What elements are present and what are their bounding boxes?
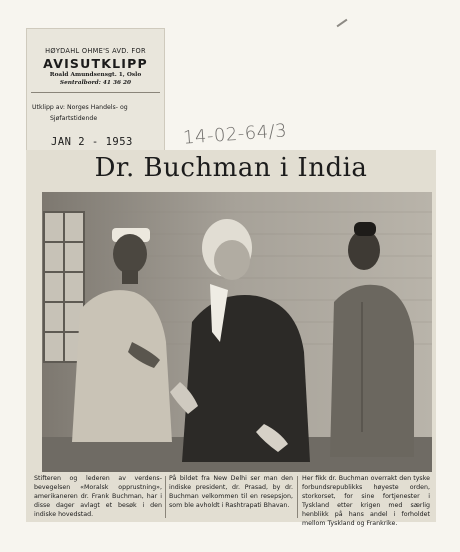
source-newspaper bbox=[32, 102, 162, 124]
label-divider bbox=[31, 92, 160, 93]
caption-column-3: Her fikk dr. Buchman overrakt den tyske forbundsrepublikks høyeste orden, storkorset, for sine fortjenester i Tyskland etter krigen med særlig henblikk på hans andel i forholdet mellom Tyskland og Frankrike. bbox=[302, 475, 430, 527]
handwritten-reference: 14-02-64/3 bbox=[182, 120, 288, 149]
caption-column-1: Stifteren og lederen av verdens-bevegelsen «Moralsk opprustning», amerikaneren dr. Frank Buchman, har i disse dager avlagt et besøk i den indiske hovedstad. bbox=[34, 475, 162, 518]
source-line-1: Utklipp av: Norges Handels- og bbox=[32, 104, 128, 111]
source-line-2: Sjøfartstidende bbox=[50, 115, 98, 122]
column-divider bbox=[297, 476, 298, 518]
agency-brand: AVISUTKLIPP bbox=[43, 56, 148, 71]
article-photo bbox=[42, 192, 432, 472]
newspaper-clipping bbox=[26, 150, 436, 527]
pencil-mark bbox=[337, 19, 348, 28]
column-divider bbox=[165, 476, 166, 518]
article-headline: Dr. Buchman i India bbox=[94, 153, 368, 183]
window-lattice bbox=[44, 212, 84, 362]
photo-illustration bbox=[42, 192, 432, 472]
caption-column-2: På bildet fra New Delhi ser man den indiske president, dr. Prasad, by dr. Buchman velkommen til en resepsjon, som ble avholdt i Rashtrapati Bhavan. bbox=[169, 475, 293, 509]
agency-address: Roald Amundsensgt. 1, Oslo bbox=[49, 72, 142, 78]
agency-name: HØYDAHL OHME'S AVD. FOR bbox=[45, 47, 146, 55]
date-stamp: JAN 2 - 1953 bbox=[51, 136, 133, 148]
agency-phone: Sentralbord: 41 36 20 bbox=[59, 80, 132, 86]
